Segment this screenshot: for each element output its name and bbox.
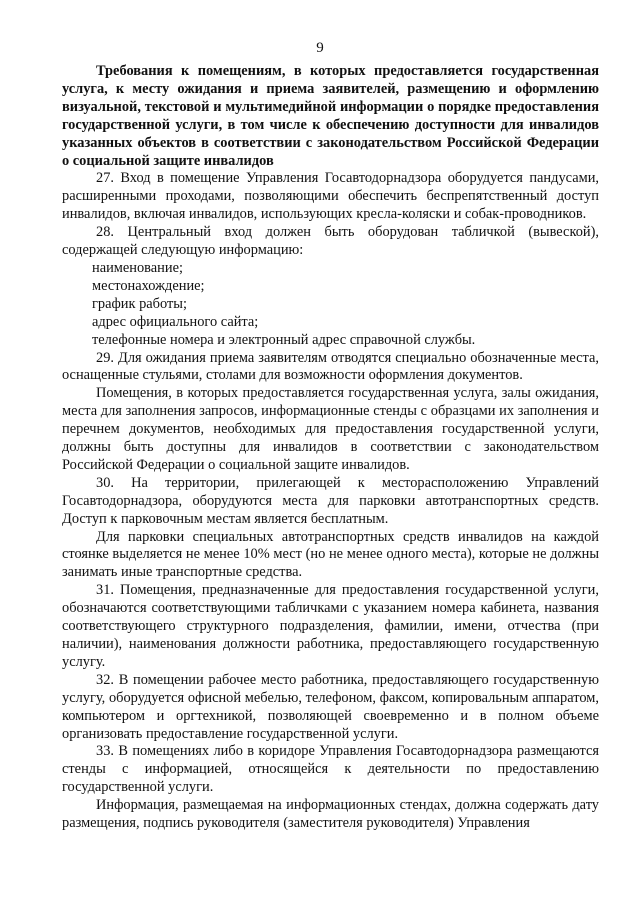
list-item: местонахождение; bbox=[92, 277, 205, 294]
paragraph-33-continued: Информация, размещаемая на информационных стендах, должна содержать дату размещения, подпись руководителя (заместителя руководителя) Управления bbox=[62, 797, 599, 832]
list-item: телефонные номера и электронный адрес справочной службы. bbox=[92, 331, 476, 348]
list-item: наименование; bbox=[92, 259, 183, 276]
paragraph-30: 30. На территории, прилегающей к месторасположению Управлений Госавтодорнадзора, оборудуются места для парковки автотранспортных средств. Доступ к парковочным местам является бесплатным. bbox=[62, 474, 599, 527]
paragraph-31: 31. Помещения, предназначенные для предоставления государственной услуги, обозначаются соответствующими табличками с указанием номера кабинета, названия соответствующего структурного подразделения, фамилии, имени, отчества (при наличии), наименования должности работника, предоставляющего государственную услугу. bbox=[62, 582, 599, 670]
section-heading: Требования к помещениям, в которых предоставляется государственная услуга, к месту ожидания и приема заявителей, размещению и оформлению визуальной, текстовой и мультимедийной информации о порядке предоставления государственной услуги, в том числе к обеспечению доступности для инвалидов указанных объектов в соответствии с законодательством Российской Федерации о социальной защите инвалидов bbox=[62, 63, 599, 169]
list-item: адрес официального сайта; bbox=[92, 313, 259, 330]
signage-info-list bbox=[62, 260, 599, 350]
paragraph-33: 33. В помещениях либо в коридоре Управления Госавтодорнадзора размещаются стенды с информацией, относящейся к деятельности по предоставлению государственной услуги. bbox=[62, 743, 599, 796]
paragraph-27: 27. Вход в помещение Управления Госавтодорнадзора оборудуется пандусами, расширенными проходами, позволяющими обеспечить беспрепятственный доступ инвалидов, включая инвалидов, использующих кресла-коляски и собак-проводников. bbox=[62, 170, 599, 223]
paragraph-29: 29. Для ожидания приема заявителям отводятся специально обозначенные места, оснащенные стульями, столами для возможности оформления документов. bbox=[62, 349, 599, 384]
list-item: график работы; bbox=[92, 295, 187, 312]
paragraph-28: 28. Центральный вход должен быть оборудован табличкой (вывеской), содержащей следующую информацию: bbox=[62, 224, 599, 259]
page-number: 9 bbox=[316, 40, 324, 56]
paragraph-29-continued: Помещения, в которых предоставляется государственная услуга, залы ожидания, места для заполнения запросов, информационные стенды с образцами их заполнения и перечнем документов, необходимых для предоставления государственной услуги, должны быть доступны для инвалидов в соответствии с законодательством Российской Федерации о социальной защите инвалидов. bbox=[62, 385, 599, 473]
page-body bbox=[62, 63, 599, 833]
paragraph-32: 32. В помещении рабочее место работника, предоставляющего государственную услугу, оборудуется офисной мебелью, телефоном, факсом, копировальным аппаратом, компьютером и оргтехникой, позволяющей своевременно и в полном объеме организовать предоставление государственной услуги. bbox=[62, 671, 599, 742]
paragraph-30-continued: Для парковки специальных автотранспортных средств инвалидов на каждой стоянке выделяется не менее 10% мест (но не менее одного места), которые не должны занимать иные транспортные средства. bbox=[62, 528, 599, 581]
